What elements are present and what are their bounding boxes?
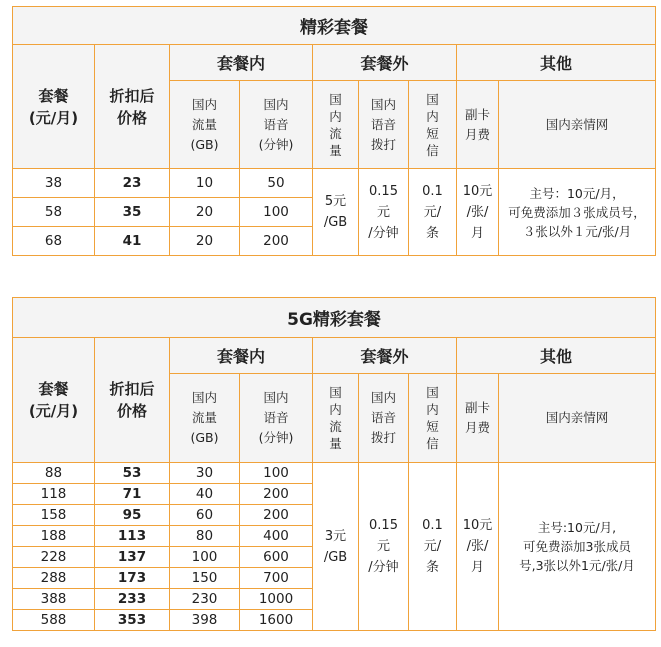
cell-voice: 400 bbox=[240, 526, 313, 547]
header-extra-voice: 国内 语音 拨打 bbox=[359, 81, 409, 169]
cell-plan: 118 bbox=[13, 484, 95, 505]
cell-plan: 158 bbox=[13, 505, 95, 526]
cell-voice: 1600 bbox=[240, 610, 313, 631]
cell-price: 23 bbox=[95, 169, 170, 198]
header-extra-flow: 国 内 流 量 bbox=[313, 81, 359, 169]
cell-extra-flow: 5元 /GB bbox=[313, 169, 359, 256]
cell-plan: 88 bbox=[13, 463, 95, 484]
header-family-network: 国内亲情网 bbox=[499, 374, 656, 463]
cell-extra-sms: 0.1 元/ 条 bbox=[409, 463, 457, 631]
group-other: 其他 bbox=[457, 338, 656, 374]
cell-voice: 600 bbox=[240, 547, 313, 568]
header-domestic-flow: 国内 流量 (GB) bbox=[170, 81, 240, 169]
cell-price: 353 bbox=[95, 610, 170, 631]
cell-voice: 700 bbox=[240, 568, 313, 589]
group-out-plan: 套餐外 bbox=[313, 338, 457, 374]
cell-price: 35 bbox=[95, 198, 170, 227]
cell-plan: 68 bbox=[13, 227, 95, 256]
cell-plan: 58 bbox=[13, 198, 95, 227]
header-family-network: 国内亲情网 bbox=[499, 81, 656, 169]
header-domestic-voice: 国内 语音 (分钟) bbox=[240, 374, 313, 463]
header-domestic-voice: 国内 语音 (分钟) bbox=[240, 81, 313, 169]
cell-plan: 288 bbox=[13, 568, 95, 589]
table-title: 精彩套餐 bbox=[13, 7, 656, 45]
header-extra-voice: 国内 语音 拨打 bbox=[359, 374, 409, 463]
cell-voice: 200 bbox=[240, 484, 313, 505]
plan-table-1 bbox=[12, 6, 655, 256]
cell-voice: 100 bbox=[240, 463, 313, 484]
header-price: 折扣后 价格 bbox=[95, 338, 170, 463]
cell-family-network: 主号：10元/月， 可免费添加３张成员号， ３张以外１元/张/月 bbox=[499, 169, 656, 256]
header-plan: 套餐 (元/月) bbox=[13, 45, 95, 169]
cell-flow: 100 bbox=[170, 547, 240, 568]
cell-sub-card-fee: 10元 /张/ 月 bbox=[457, 463, 499, 631]
table-title: 5G精彩套餐 bbox=[13, 298, 656, 338]
cell-flow: 10 bbox=[170, 169, 240, 198]
cell-flow: 30 bbox=[170, 463, 240, 484]
cell-family-network: 主号:10元/月, 可免费添加3张成员 号,3张以外1元/张/月 bbox=[499, 463, 656, 631]
header-price: 折扣后 价格 bbox=[95, 45, 170, 169]
cell-price: 173 bbox=[95, 568, 170, 589]
cell-price: 113 bbox=[95, 526, 170, 547]
cell-plan: 38 bbox=[13, 169, 95, 198]
header-extra-sms: 国 内 短 信 bbox=[409, 374, 457, 463]
header-plan: 套餐 (元/月) bbox=[13, 338, 95, 463]
cell-flow: 150 bbox=[170, 568, 240, 589]
cell-voice: 1000 bbox=[240, 589, 313, 610]
header-extra-sms: 国 内 短 信 bbox=[409, 81, 457, 169]
cell-extra-sms: 0.1 元/ 条 bbox=[409, 169, 457, 256]
cell-flow: 20 bbox=[170, 198, 240, 227]
cell-price: 53 bbox=[95, 463, 170, 484]
cell-extra-flow: 3元 /GB bbox=[313, 463, 359, 631]
cell-sub-card-fee: 10元 /张/ 月 bbox=[457, 169, 499, 256]
cell-plan: 228 bbox=[13, 547, 95, 568]
group-out-plan: 套餐外 bbox=[313, 45, 457, 81]
header-domestic-flow: 国内 流量 (GB) bbox=[170, 374, 240, 463]
group-in-plan: 套餐内 bbox=[170, 338, 313, 374]
header-sub-card-fee: 副卡 月费 bbox=[457, 374, 499, 463]
cell-plan: 388 bbox=[13, 589, 95, 610]
cell-flow: 40 bbox=[170, 484, 240, 505]
cell-flow: 398 bbox=[170, 610, 240, 631]
cell-voice: 100 bbox=[240, 198, 313, 227]
cell-voice: 200 bbox=[240, 505, 313, 526]
cell-price: 233 bbox=[95, 589, 170, 610]
cell-flow: 60 bbox=[170, 505, 240, 526]
cell-voice: 200 bbox=[240, 227, 313, 256]
cell-price: 137 bbox=[95, 547, 170, 568]
group-in-plan: 套餐内 bbox=[170, 45, 313, 81]
cell-voice: 50 bbox=[240, 169, 313, 198]
header-extra-flow: 国 内 流 量 bbox=[313, 374, 359, 463]
cell-flow: 230 bbox=[170, 589, 240, 610]
cell-extra-voice: 0.15 元 /分钟 bbox=[359, 463, 409, 631]
cell-flow: 80 bbox=[170, 526, 240, 547]
cell-plan: 188 bbox=[13, 526, 95, 547]
cell-extra-voice: 0.15 元 /分钟 bbox=[359, 169, 409, 256]
cell-price: 95 bbox=[95, 505, 170, 526]
cell-price: 41 bbox=[95, 227, 170, 256]
header-sub-card-fee: 副卡 月费 bbox=[457, 81, 499, 169]
plan-table-2 bbox=[12, 297, 655, 631]
group-other: 其他 bbox=[457, 45, 656, 81]
cell-plan: 588 bbox=[13, 610, 95, 631]
cell-price: 71 bbox=[95, 484, 170, 505]
cell-flow: 20 bbox=[170, 227, 240, 256]
